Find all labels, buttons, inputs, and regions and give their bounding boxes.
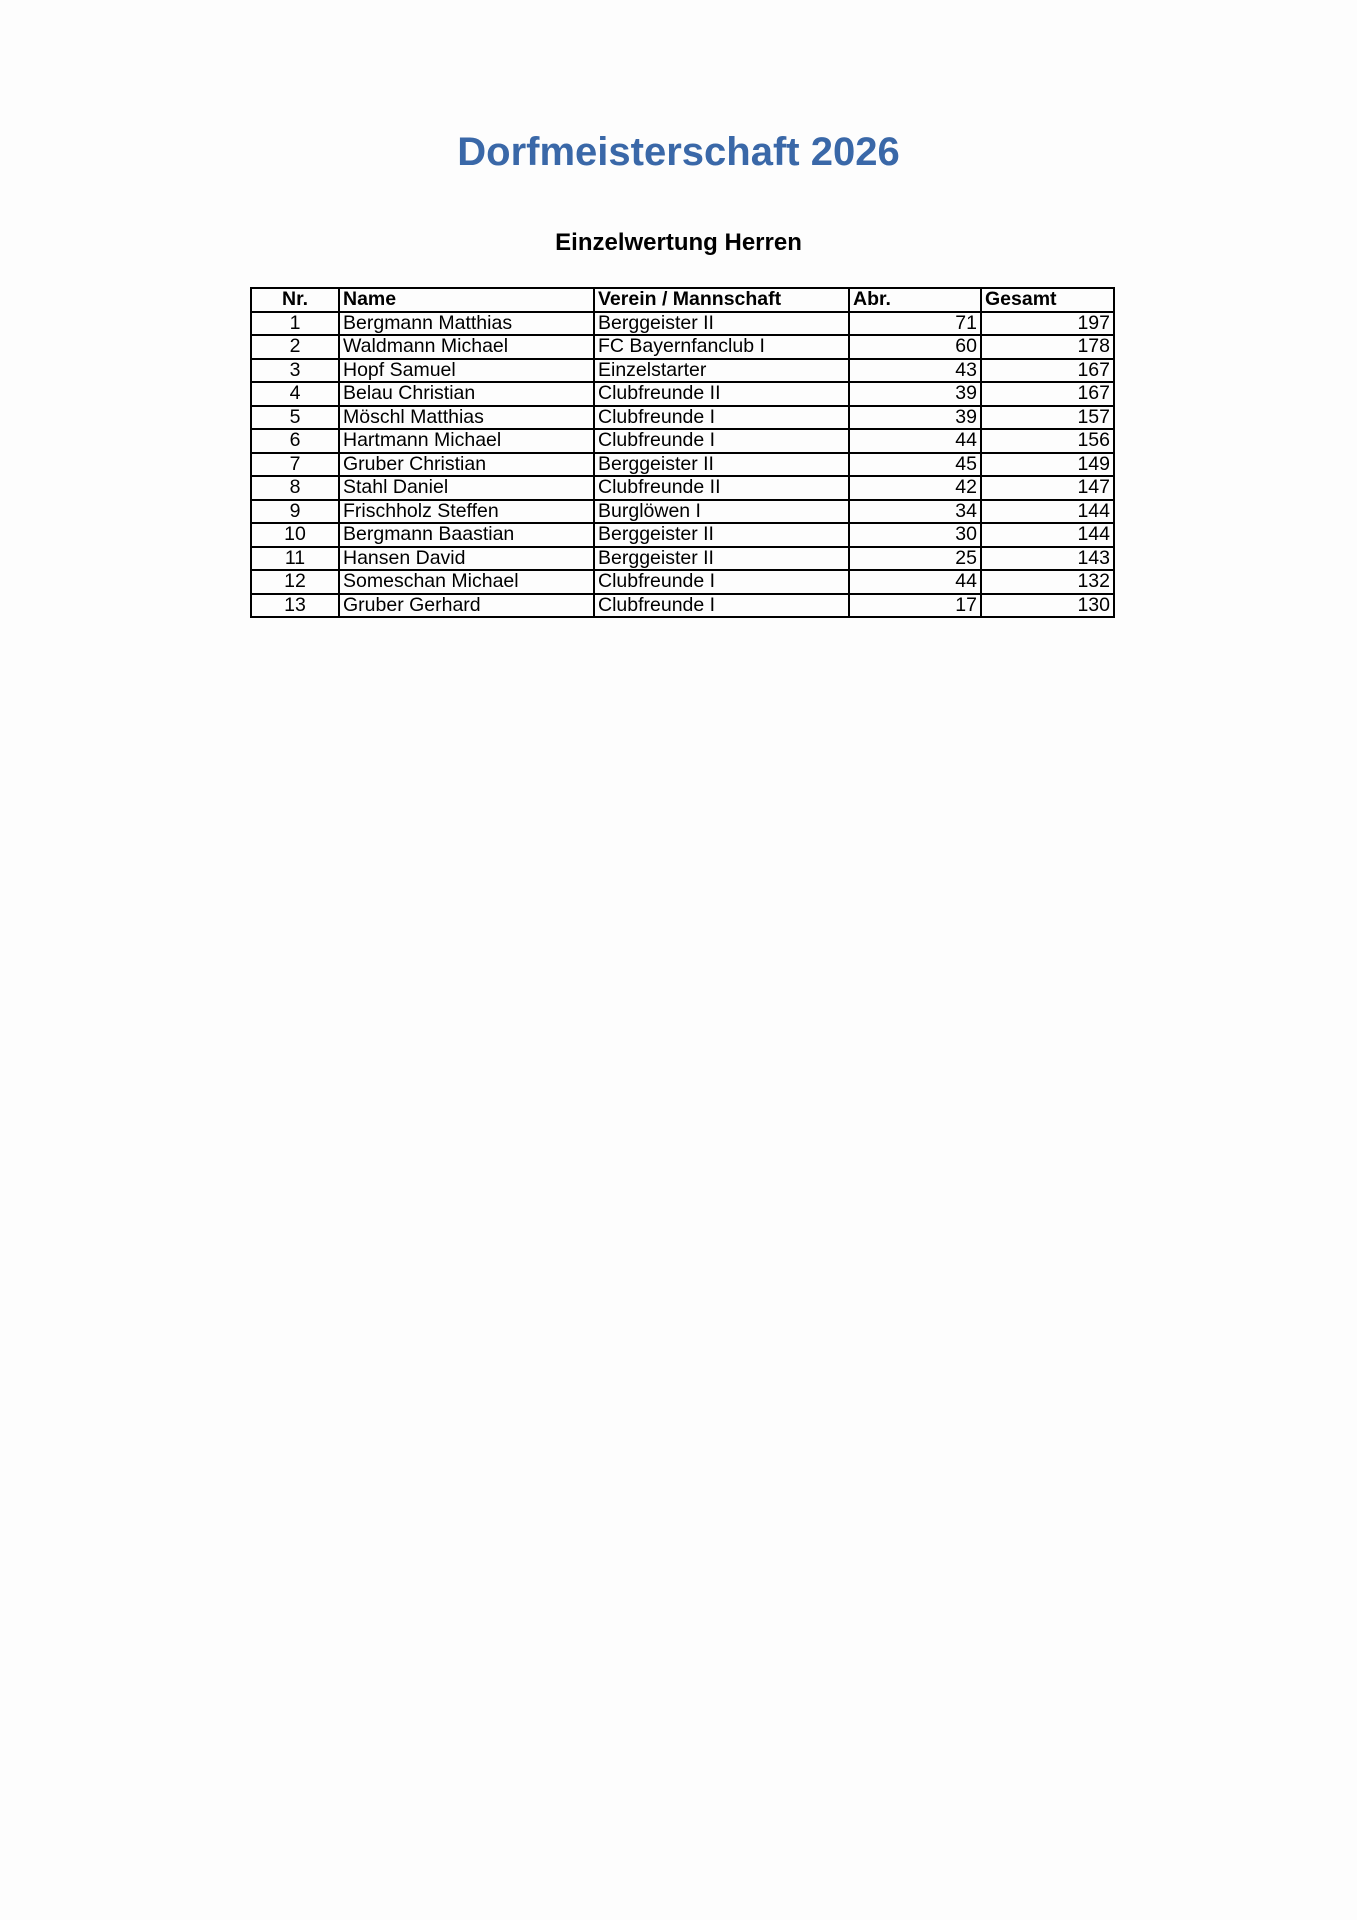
cell-verein: Berggeister II — [594, 453, 849, 477]
cell-nr: 4 — [251, 382, 339, 406]
table-row — [251, 406, 1114, 430]
cell-gesamt: 147 — [981, 476, 1114, 500]
cell-nr: 11 — [251, 547, 339, 571]
cell-gesamt: 167 — [981, 359, 1114, 383]
cell-nr: 3 — [251, 359, 339, 383]
cell-name: Hopf Samuel — [339, 359, 594, 383]
cell-abr: 71 — [849, 312, 981, 336]
cell-gesamt: 178 — [981, 335, 1114, 359]
cell-name: Bergmann Matthias — [339, 312, 594, 336]
cell-abr: 25 — [849, 547, 981, 571]
cell-name: Gruber Christian — [339, 453, 594, 477]
cell-name: Hartmann Michael — [339, 429, 594, 453]
cell-verein: Clubfreunde I — [594, 406, 849, 430]
table-row — [251, 476, 1114, 500]
cell-abr: 39 — [849, 382, 981, 406]
cell-gesamt: 143 — [981, 547, 1114, 571]
cell-abr: 17 — [849, 594, 981, 618]
cell-nr: 1 — [251, 312, 339, 336]
header-name: Name — [339, 288, 594, 312]
table-row — [251, 359, 1114, 383]
cell-verein: Clubfreunde I — [594, 429, 849, 453]
cell-nr: 5 — [251, 406, 339, 430]
header-verein: Verein / Mannschaft — [594, 288, 849, 312]
cell-nr: 10 — [251, 523, 339, 547]
table-subtitle: Einzelwertung Herren — [555, 229, 802, 256]
cell-gesamt: 144 — [981, 500, 1114, 524]
cell-abr: 45 — [849, 453, 981, 477]
results-table — [250, 287, 1115, 618]
cell-nr: 9 — [251, 500, 339, 524]
cell-name: Someschan Michael — [339, 570, 594, 594]
cell-nr: 7 — [251, 453, 339, 477]
cell-verein: Berggeister II — [594, 547, 849, 571]
table-row — [251, 335, 1114, 359]
cell-verein: Berggeister II — [594, 523, 849, 547]
cell-abr: 44 — [849, 429, 981, 453]
cell-name: Frischholz Steffen — [339, 500, 594, 524]
cell-gesamt: 157 — [981, 406, 1114, 430]
cell-name: Gruber Gerhard — [339, 594, 594, 618]
cell-abr: 60 — [849, 335, 981, 359]
cell-verein: Clubfreunde II — [594, 476, 849, 500]
cell-verein: Clubfreunde II — [594, 382, 849, 406]
cell-verein: Burglöwen I — [594, 500, 849, 524]
table-row — [251, 453, 1114, 477]
cell-abr: 34 — [849, 500, 981, 524]
header-gesamt: Gesamt — [981, 288, 1114, 312]
cell-verein: Berggeister II — [594, 312, 849, 336]
cell-name: Möschl Matthias — [339, 406, 594, 430]
cell-nr: 8 — [251, 476, 339, 500]
cell-name: Waldmann Michael — [339, 335, 594, 359]
cell-name: Bergmann Baastian — [339, 523, 594, 547]
table-header-row — [251, 288, 1114, 312]
cell-abr: 43 — [849, 359, 981, 383]
table-row — [251, 382, 1114, 406]
cell-verein: FC Bayernfanclub I — [594, 335, 849, 359]
cell-gesamt: 149 — [981, 453, 1114, 477]
cell-gesamt: 130 — [981, 594, 1114, 618]
cell-abr: 42 — [849, 476, 981, 500]
cell-gesamt: 167 — [981, 382, 1114, 406]
cell-abr: 44 — [849, 570, 981, 594]
cell-gesamt: 144 — [981, 523, 1114, 547]
table-row — [251, 429, 1114, 453]
cell-verein: Clubfreunde I — [594, 594, 849, 618]
table-row — [251, 594, 1114, 618]
cell-gesamt: 132 — [981, 570, 1114, 594]
cell-verein: Clubfreunde I — [594, 570, 849, 594]
header-abr: Abr. — [849, 288, 981, 312]
table-row — [251, 523, 1114, 547]
table-body — [251, 312, 1114, 618]
table-row — [251, 547, 1114, 571]
table-row — [251, 570, 1114, 594]
cell-name: Belau Christian — [339, 382, 594, 406]
cell-abr: 39 — [849, 406, 981, 430]
cell-nr: 13 — [251, 594, 339, 618]
table-row — [251, 312, 1114, 336]
cell-nr: 6 — [251, 429, 339, 453]
page-title: Dorfmeisterschaft 2026 — [457, 130, 900, 174]
cell-gesamt: 197 — [981, 312, 1114, 336]
cell-nr: 2 — [251, 335, 339, 359]
cell-nr: 12 — [251, 570, 339, 594]
cell-verein: Einzelstarter — [594, 359, 849, 383]
cell-name: Hansen David — [339, 547, 594, 571]
cell-gesamt: 156 — [981, 429, 1114, 453]
header-nr: Nr. — [251, 288, 339, 312]
cell-abr: 30 — [849, 523, 981, 547]
table-row — [251, 500, 1114, 524]
cell-name: Stahl Daniel — [339, 476, 594, 500]
